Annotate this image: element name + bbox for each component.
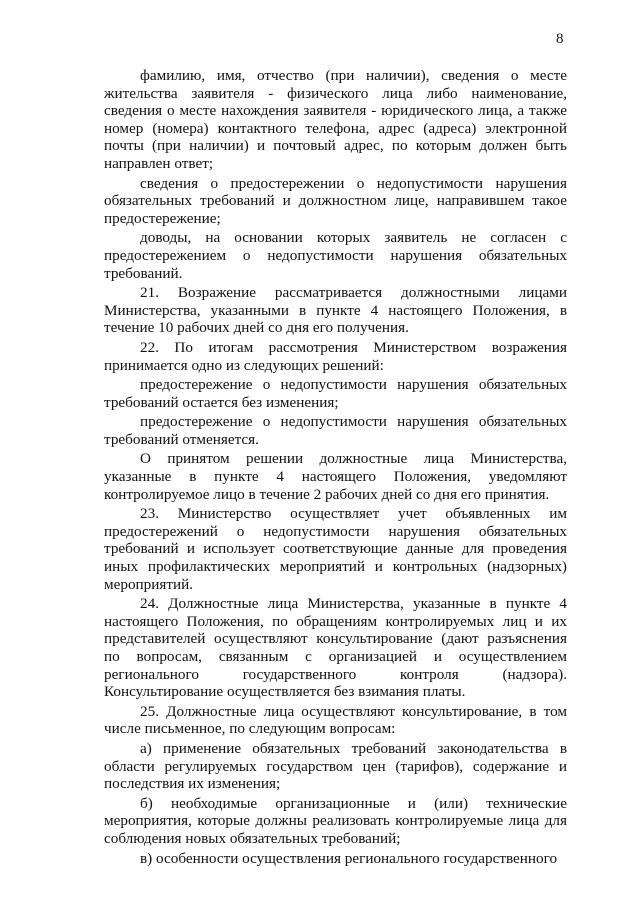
- paragraph-decision-notice: О принятом решении должностные лица Министерства, указанные в пункте 4 настоящего Положения, уведомляют контролируемое лицо в течение 2 рабочих дней со дня его принятия.: [104, 450, 567, 503]
- paragraph-clause-23: 23. Министерство осуществляет учет объявленных им предостережений о недопустимости нарушения обязательных требований и использует соответствующие данные для проведения иных профилактических мероприятий и контрольных (надзорных) мероприятий.: [104, 505, 567, 593]
- paragraph-item-c: в) особенности осуществления регионального государственного: [140, 849, 558, 867]
- paragraph-decision-cancelled: предостережение о недопустимости нарушения обязательных требований отменяется.: [104, 413, 567, 448]
- paragraph-clause-24: 24. Должностные лица Министерства, указанные в пункте 4 настоящего Положения, по обращениям контролируемых лиц и их представителей осуществляют консультирование (дают разъяснения по вопросам, связанным с организацией и осуществлением регионального государственного контроля (надзора). Консультирование осуществляется без взимания платы.: [104, 595, 567, 701]
- paragraph-clause-21: 21. Возражение рассматривается должностными лицами Министерства, указанными в пункте 4 настоящего Положения, в течение 10 рабочих дней со дня его получения.: [104, 284, 567, 337]
- paragraph-arguments: доводы, на основании которых заявитель не согласен с предостережением о недопустимости нарушения обязательных требований.: [104, 229, 567, 282]
- paragraph-applicant-details: фамилию, имя, отчество (при наличии), сведения о месте жительства заявителя - физического лица либо наименование, сведения о месте нахождения заявителя - юридического лица, а также номер (номера) контактного телефона, адрес (адреса) электронной почты (при наличии) и почтовый адрес, по которым должен быть направлен ответ;: [104, 67, 567, 172]
- paragraph-item-a: а) применение обязательных требований законодательства в области регулируемых государством цен (тарифов), содержание и последствия их изменения;: [104, 739, 567, 793]
- paragraph-item-b: б) необходимые организационные и (или) технические мероприятия, которые должны реализовать контролируемые лица для соблюдения новых обязательных требований;: [104, 794, 567, 847]
- document-body: [104, 67, 567, 869]
- paragraph-clause-25: 25. Должностные лица осуществляют консультирование, в том числе письменное, по следующим вопросам:: [104, 702, 567, 738]
- paragraph-warning-details: сведения о предостережении о недопустимости нарушения обязательных требований и должностном лице, направившем такое предостережение;: [104, 174, 567, 227]
- page-number: 8: [556, 31, 564, 47]
- paragraph-decision-unchanged: предостережение о недопустимости нарушения обязательных требований остается без изменения;: [104, 376, 567, 411]
- paragraph-clause-22: 22. По итогам рассмотрения Министерством возражения принимается одно из следующих решений:: [104, 338, 567, 374]
